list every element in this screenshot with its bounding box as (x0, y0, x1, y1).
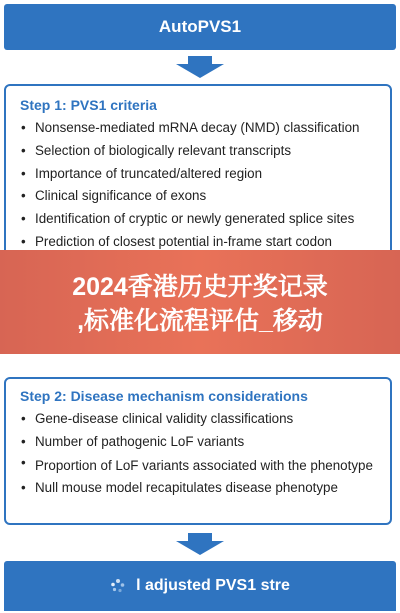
step2-title: Step 2: Disease mechanism considerations (20, 388, 308, 404)
banner-line-2: ,标准化流程评估_移动 (77, 307, 323, 335)
down-arrow-icon (174, 533, 226, 555)
banner-line-1: 2024香港历史开奖记录 (72, 273, 328, 301)
step1-item: • Clinical significance of exons (20, 185, 378, 208)
footer-bar (4, 561, 396, 611)
step1-item: • Nonsense-mediated mRNA decay (NMD) classification (20, 117, 378, 140)
overlay-banner (0, 250, 400, 354)
step2-item: • Gene-disease clinical validity classifications (20, 408, 378, 431)
step2-list (6, 408, 390, 499)
step1-item: • Prediction of closest potential in-frame start codon (20, 231, 378, 254)
step1-item: • Importance of truncated/altered region (20, 163, 378, 186)
footer-text: l adjusted PVS1 stre (136, 577, 290, 594)
step2-item: • Null mouse model recapitulates disease phenotype (20, 477, 378, 500)
step1-box (4, 84, 392, 260)
step1-item: • Identification of cryptic or newly generated splice sites (20, 208, 378, 231)
header-title: AutoPVS1 (158, 17, 242, 36)
step2-item: • Proportion of LoF variants associated with the phenotype (20, 454, 378, 477)
loading-icon (110, 578, 126, 594)
step2-item: • Number of pathogenic LoF variants (20, 431, 378, 454)
step1-item: • Selection of biologically relevant transcripts (20, 140, 378, 163)
down-arrow-icon (174, 56, 226, 78)
step1-title: Step 1: PVS1 criteria (20, 97, 157, 113)
step2-box (4, 377, 392, 525)
autopvs1-header (4, 4, 396, 50)
